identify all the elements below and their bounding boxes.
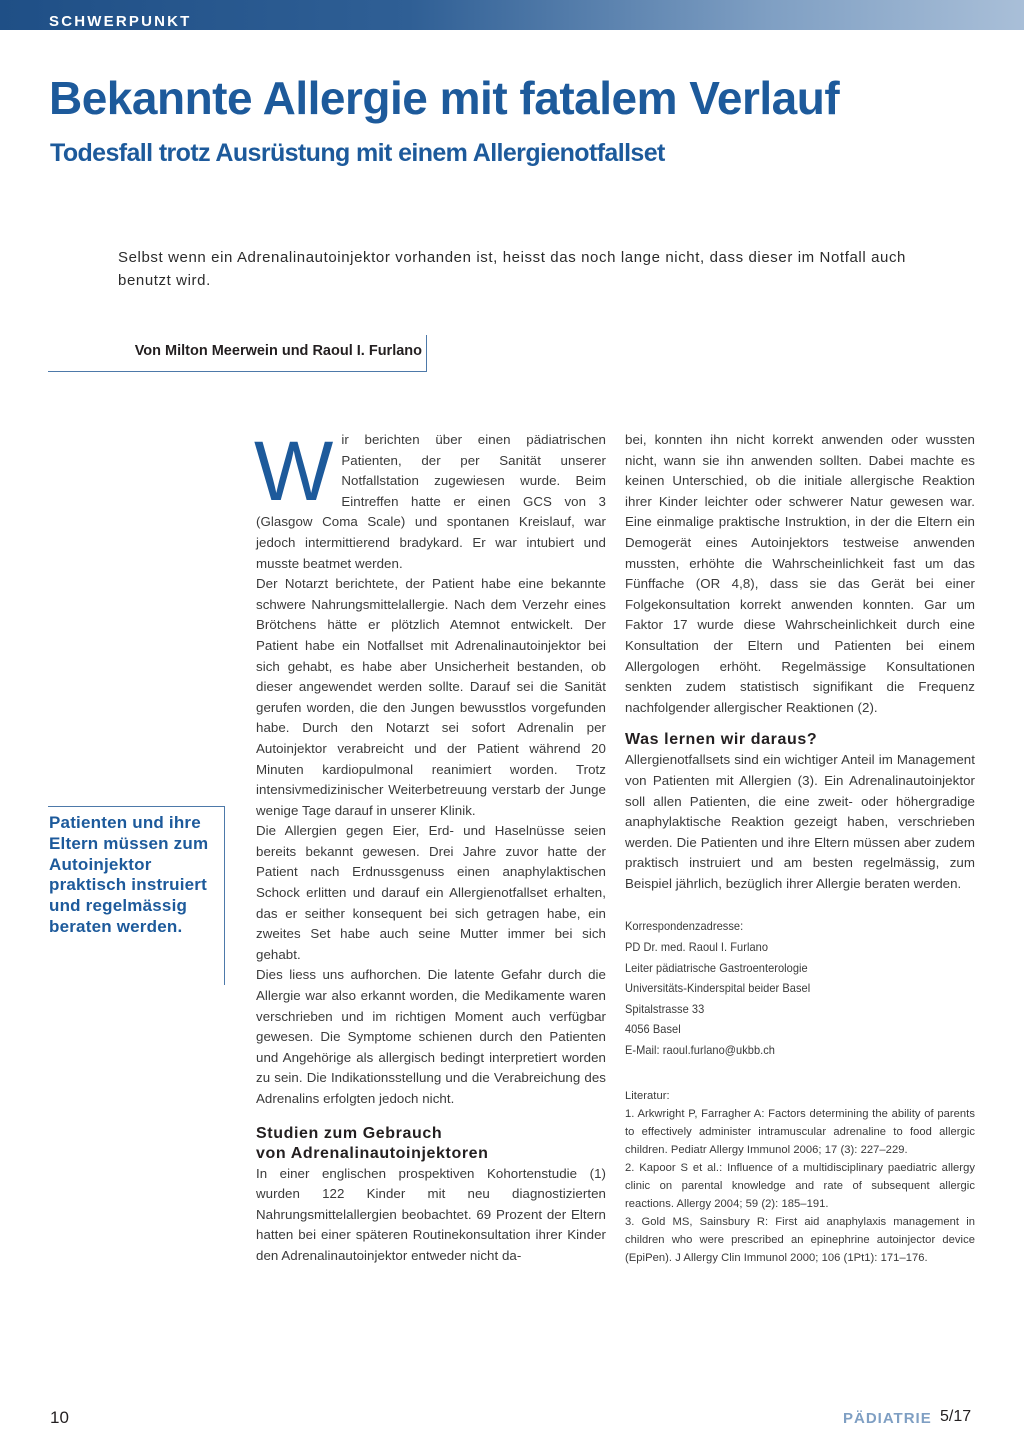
article-subtitle: Todesfall trotz Ausrüstung mit einem Allergienotfallset [50, 139, 665, 167]
journal-name: PÄDIATRIE [843, 1410, 932, 1427]
address-line: Spitalstrasse 33 [625, 1001, 705, 1016]
references-label: Literatur: [625, 1089, 670, 1102]
section-heading [256, 1124, 606, 1164]
paragraph: In einer englischen prospektiven Kohortenstudie (1) wurden 122 Kinder mit neu diagnostizierten Nahrungsmittelallergien beobachtet. 69 Prozent der Eltern hatten bei einer späteren Routinekonsultation ihrer Kinder den Adrenalinautoinjektor entweder nicht da- [256, 1165, 606, 1263]
section-heading-line: von Adrenalinautoinjektoren [256, 1144, 489, 1162]
pull-quote-box [48, 806, 225, 985]
correspondence-address [625, 916, 947, 1060]
issue-number: 5/17 [940, 1408, 972, 1425]
byline-box [48, 335, 427, 372]
reference-item: 2. Kapoor S et al.: Influence of a multidisciplinary paediatric allergy clinic on parental knowledge and rate of subsequent allergic reactions. Allergy 2004; 59 (2): 185–191. [625, 1161, 975, 1210]
article-title: Bekannte Allergie mit fatalem Verlauf [49, 72, 840, 124]
reference-item: 1. Arkwright P, Farragher A: Factors determining the ability of parents to effectively administer intramuscular adrenaline to food allergic children. Pediatr Allergy Immunol 2006; 17 (3): 227–229. [625, 1107, 975, 1156]
page-number: 10 [50, 1408, 69, 1427]
paragraph-text: ir berichten über einen pädiatrischen Patienten, der per Sanität unserer Notfallstation zugewiesen wurde. Beim Eintreffen hatte er einen GCS von 3 (Glasgow Coma Scale) und spontanen Kreislauf, war jedoch intermittierend bradykard. Er war intubiert und musste beatmet werden. [256, 432, 606, 571]
text-column-2 [625, 430, 975, 1320]
address-line: Leiter pädiatrische Gastroenterologie [625, 960, 808, 975]
section-label: SCHWERPUNKT [49, 13, 192, 30]
section-heading: Was lernen wir daraus? [625, 731, 818, 749]
pull-quote: Patienten und ihre Eltern müssen zum Autoinjektor praktisch instruiert und regelmässig beraten werden. [49, 813, 209, 936]
paragraph: Dies liess uns aufhorchen. Die latente Gefahr durch die Allergie war also erkannt worden, die Medikamente waren verschrieben und im richtigen Moment auch verfügbar gewesen. Die Symptome schienen durch den Patienten und Angehörige als allergisch bedingt interpretiert worden zu sein. Die Indikationsstellung und die Verabreichung des Adrenalins erfolgten jedoch nicht. [256, 967, 606, 1106]
text-column-1 [254, 424, 606, 1320]
reference-item: 3. Gold MS, Sainsbury R: First aid anaphylaxis management in children who were prescribed an epinephrine autoinjector device (EpiPen). J Allergy Clin Immunol 2000; 106 (1Pt1): 171–176. [625, 1215, 975, 1264]
paragraph: Die Allergien gegen Eier, Erd- und Haselnüsse seien bereits bekannt gewesen. Drei Jahre zuvor hatte der Patient nach Erdnussgenuss einen anaphylaktischen Schock erlitten und darauf ein Allergienotfallset erhalten, das er seither konsequent bei sich getragen habe, ein zweites Set habe auch seine Mutter immer bei sich gehabt. [256, 823, 606, 962]
paragraph: Allergienotfallsets sind ein wichtiger Anteil im Management von Patienten mit Allergien (3). Ein Adrenalinautoinjektor soll allen Patienten, die eine zweit- oder höhergradige anaphylaktische Reaktion gezeigt haben, verschrieben werden. Die Patienten und ihre Eltern müssen aber zudem praktisch instruiert und am besten regelmässig, zum Beispiel jährlich, bezüglich ihrer Allergie beraten werden. [625, 752, 975, 891]
paragraph [254, 424, 606, 574]
correspondence-label: Korrespondenzadresse: [625, 919, 744, 934]
section-heading-line: Studien zum Gebrauch [256, 1124, 443, 1142]
drop-cap: W [254, 424, 334, 518]
byline: Von Milton Meerwein und Raoul I. Furlano [134, 343, 422, 359]
references [625, 1087, 975, 1267]
address-line: Universitäts-Kinderspital beider Basel [625, 981, 811, 996]
email-address: E-Mail: raoul.furlano@ukbb.ch [625, 1043, 776, 1058]
paragraph: Der Notarzt berichtete, der Patient habe eine bekannte schwere Nahrungsmittelallergie. Nach dem Verzehr eines Brötchens hätte er plötzlich Atemnot entwickelt. Der Patient habe ein Notfallset mit Adrenalinautoinjektor bei sich gehabt, es habe aber Unsicherheit bestanden, ob dieser angewendet werden sollte. Darauf sei die Sanität gerufen worden, die den Jungen bewusstlos vorgefunden habe. Durch den Notarzt sei sofort Adrenalin per Autoinjektor verabreicht und der Patient während 20 Minuten kardiopulmonal reanimiert worden. Trotz intensivmedizinischer Weiterbetreuung verstarb der Junge wenige Tage darauf in unserer Klinik. [256, 576, 606, 818]
address-line: PD Dr. med. Raoul I. Furlano [625, 940, 769, 955]
address-line: 4056 Basel [625, 1022, 681, 1037]
article-lead: Selbst wenn ein Adrenalinautoinjektor vorhanden ist, heisst das noch lange nicht, dass dieser im Notfall auch benutzt wird. [118, 249, 906, 289]
paragraph: bei, konnten ihn nicht korrekt anwenden oder wussten nicht, wann sie ihn anwenden sollten. Dabei machte es keinen Unterschied, ob die initiale allergische Reaktion ihrer Kinder leichter oder schwerer Natur gewesen war. Eine einmalige praktische Instruktion, in der die Eltern ein Demogerät eines Autoinjektors testweise anwenden mussten, erhöhte die Wahrscheinlichkeit fast um das Fünffache (OR 4,8), dass sie das Gerät bei einer Folgekonsultation korrekt anwenden konnten. Gar um Faktor 17 wurde diese Wahrscheinlichkeit durch eine Konsultation der Eltern und Patienten bei einem Allergologen erhöht. Regelmässige Konsultationen senkten zudem statistisch signifikant die Frequenz nachfolgender allergischer Reaktionen (2). [625, 432, 975, 715]
